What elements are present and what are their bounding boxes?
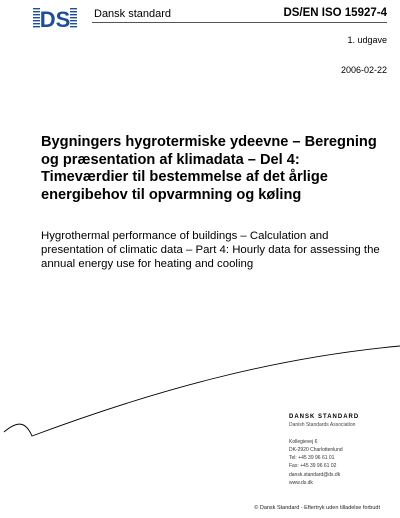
address-phone: Tel: +45 39 96 61 01 (289, 455, 335, 462)
publisher-association: Danish Standards Association (289, 422, 356, 429)
ds-logo (33, 6, 77, 30)
document-id: DS/EN ISO 15927-4 (283, 7, 387, 19)
publisher-name: DANSK STANDARD (289, 414, 360, 420)
address-street: Kollegievej 6 (289, 438, 318, 445)
title-danish: Bygningers hygrotermiske ydeevne – Beregning og præsentation af klimadata – Del 4: Timeværdier til bestemmelse af det årlige energibehov til opvarmning og køling (41, 134, 377, 203)
address-fax: Fax: +45 39 96 61 02 (289, 463, 337, 470)
organization-name: Dansk standard (94, 8, 172, 20)
publication-date: 2006-02-22 (340, 65, 387, 75)
edition-label: 1. udgave (347, 35, 387, 45)
logo-text: DS (39, 7, 71, 30)
copyright-notice: © Dansk Standard - Eftertryk uden tilladelse forbudt (254, 505, 380, 511)
title-english: Hygrothermal performance of buildings – Calculation and presentation of climatic data – Part 4: Hourly data for assessing the annual energy use for heating and cooling (41, 230, 380, 270)
address-website[interactable]: www.ds.dk (289, 480, 313, 487)
address-email[interactable]: dansk.standard@ds.dk (289, 471, 341, 478)
header-rule (92, 22, 387, 23)
publisher-block (289, 413, 359, 487)
address-city: DK-2920 Charlottenlund (289, 446, 343, 453)
publisher-address (289, 438, 359, 488)
